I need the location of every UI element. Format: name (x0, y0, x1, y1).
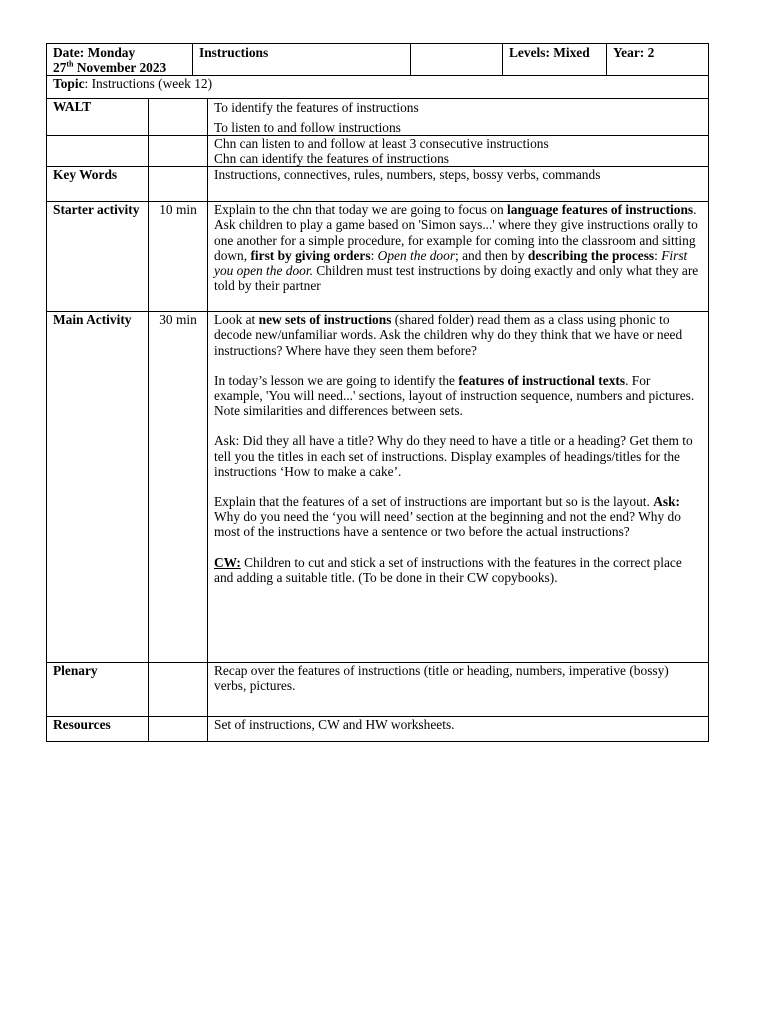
resources-text: Set of instructions, CW and HW worksheets. (208, 717, 709, 742)
topic-label: Topic (53, 76, 85, 92)
main-time: 30 min (149, 312, 208, 663)
success-label-cell (47, 135, 149, 166)
walt-label: WALT (47, 99, 149, 135)
subject-cell: Instructions (193, 44, 411, 76)
topic-cell (47, 76, 709, 99)
starter-bold-part: language features of instructions (507, 202, 694, 218)
resources-row (47, 717, 709, 742)
walt-time-cell (149, 99, 208, 135)
plenary-time-cell (149, 663, 208, 717)
topic-value: : Instructions (week 12) (84, 76, 213, 92)
date-rest: November 2023 (76, 60, 167, 76)
keywords-text: Instructions, connectives, rules, numbers, steps, bossy verbs, commands (208, 167, 709, 202)
success-criteria-row (47, 135, 709, 166)
keywords-row (47, 167, 709, 202)
starter-text-part: . Ask children to play a game based on 'Simon says...' where they give instructions orally to one another for a simple procedure, for example for coming into the classroom and sitting down, (214, 202, 698, 263)
main-label: Main Activity (47, 312, 149, 663)
starter-bold-part: first by giving orders (250, 247, 371, 263)
starter-text-part: ; and then by (455, 247, 528, 263)
date-suffix: th (66, 59, 74, 69)
success-time-cell (149, 135, 208, 166)
keywords-time-cell (149, 167, 208, 202)
header-row (47, 44, 709, 76)
keywords-label: Key Words (47, 167, 149, 202)
starter-italic-part: First you open the door. (214, 247, 688, 279)
year-cell: Year: 2 (607, 44, 709, 76)
date-day: 27 (53, 60, 67, 76)
success-line-2: Chn can identify the features of instructions (214, 151, 450, 167)
date-cell (47, 44, 193, 76)
main-paragraph-2: In today’s lesson we are going to identify the features of instructional texts. For example, 'You will need...' sections, layout of instruction sequence, numbers and pictures. Note similarities and differences between sets. (214, 372, 695, 419)
main-paragraph-5: CW: Children to cut and stick a set of instructions with the features in the correct place and adding a suitable title. (To be done in their CW copybooks). (214, 554, 682, 585)
main-paragraph-3: Ask: Did they all have a title? Why do they need to have a title or a heading? Get them to tell you the titles in each set of instructions. Display examples of headings/titles for the instructions ‘How to make a cake’. (214, 433, 693, 479)
plan-table (46, 99, 709, 742)
empty-header-cell (411, 44, 503, 76)
resources-label: Resources (47, 717, 149, 742)
success-text-cell (208, 135, 709, 166)
starter-italic-part: Open the door (377, 247, 456, 263)
date-label: Date: Monday (53, 45, 136, 60)
resources-time-cell (149, 717, 208, 742)
starter-label: Starter activity (47, 202, 149, 312)
starter-text-part: Explain to the chn that today we are going to focus on (214, 202, 508, 218)
levels-cell: Levels: Mixed (503, 44, 607, 76)
main-activity-row (47, 312, 709, 663)
main-paragraph-1: Look at new sets of instructions (shared folder) read them as a class using phonic to decode new/unfamiliar words. Ask the children why do they think that we have or need instructions? Where have they seen them before? (214, 312, 683, 358)
plenary-text: Recap over the features of instructions (title or heading, numbers, imperative (bossy) verbs, pictures. (208, 663, 709, 717)
starter-text-part: Children must test instructions by doing exactly and only what they are told by their partner (214, 263, 699, 294)
main-text (208, 312, 709, 663)
walt-row (47, 99, 709, 135)
starter-text-part: : (654, 247, 662, 263)
starter-text (208, 202, 709, 312)
date-value (53, 60, 186, 75)
starter-text-part: : (370, 247, 378, 263)
plenary-row (47, 663, 709, 717)
main-paragraph-4: Explain that the features of a set of instructions are important but so is the layout. Ask: Why do you need the ‘you will need’ section at the beginning and not the end? Why do most of the instructions have a sentence or two before the actual instructions? (214, 494, 681, 540)
success-line-1: Chn can listen to and follow at least 3 consecutive instructions (214, 135, 549, 151)
topic-row (47, 76, 709, 99)
starter-bold-part: describing the process (527, 247, 655, 263)
walt-line-2: To listen to and follow instructions (214, 119, 401, 135)
lesson-plan-sheet (46, 43, 708, 742)
starter-time: 10 min (149, 202, 208, 312)
starter-row (47, 202, 709, 312)
header-table (46, 43, 709, 99)
walt-text-cell (208, 99, 709, 135)
walt-line-1: To identify the features of instructions (214, 100, 419, 116)
plenary-label: Plenary (47, 663, 149, 717)
